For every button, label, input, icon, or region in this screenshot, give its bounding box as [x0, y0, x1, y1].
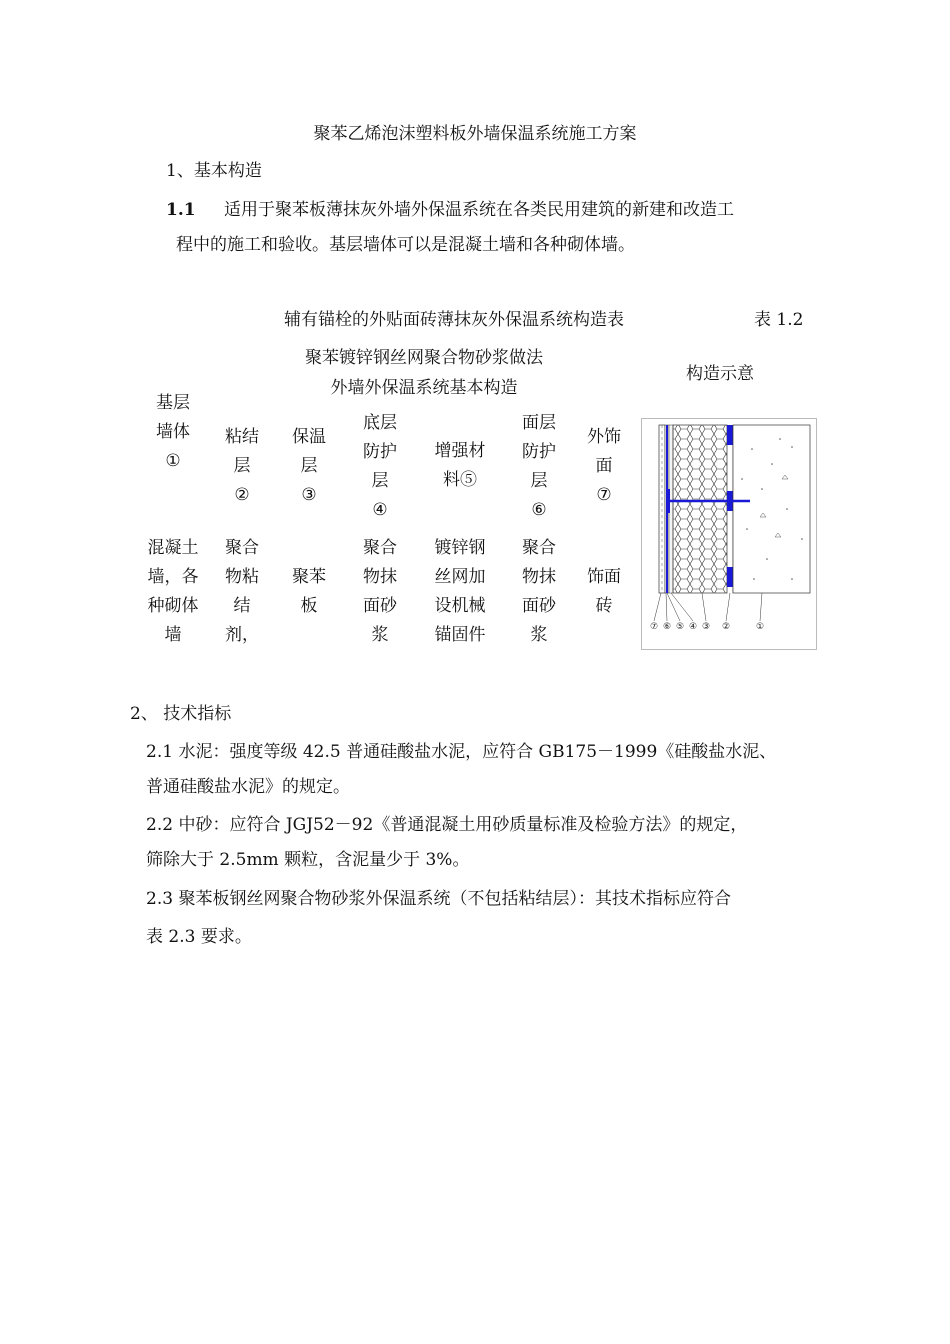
para-2-2-line2: 筛除大于 2.5mm 颗粒，含泥量少于 3%。: [146, 850, 470, 870]
item-text-line1: 适用于聚苯板薄抹灰外墙外保温系统在各类民用建筑的新建和改造工: [224, 200, 734, 220]
diagram-label-5: ⑤: [675, 622, 685, 632]
section2-heading: 2、 技术指标: [130, 704, 232, 724]
construction-diagram: [641, 418, 817, 650]
col-content-base-wall: 混凝土 墙，各 种砌体 墙: [147, 538, 199, 645]
col-header-surface-protect-layer: 面层 防护 层 ⑥: [522, 413, 556, 520]
diagram-label-6: ⑥: [662, 622, 672, 632]
col-header-finish: 外饰 面 ⑦: [587, 427, 621, 505]
group-header-line1: 聚苯镀锌钢丝网聚合物砂浆做法: [305, 348, 543, 368]
col-content-surface-protect-layer: 聚合 物抹 面砂 浆: [522, 538, 556, 645]
col-header-base-wall: 基层 墙体 ①: [156, 393, 190, 471]
col-header-insulation-layer: 保温 层 ③: [292, 427, 326, 505]
col-content-reinforcement: 镀锌钢 丝网加 设机械 锚固件: [434, 538, 486, 645]
item-text-line2: 程中的施工和验收。基层墙体可以是混凝土墙和各种砌体墙。: [176, 235, 635, 255]
table-caption: 辅有锚栓的外贴面砖薄抹灰外保温系统构造表: [284, 310, 624, 330]
col-content-base-protect-layer: 聚合 物抹 面砂 浆: [363, 538, 397, 645]
para-2-2-line1: 2.2 中砂：应符合 JGJ52－92《普通混凝土用砂质量标准及检验方法》的规定，: [146, 815, 748, 835]
table-number: 表 1.2: [754, 310, 804, 330]
diagram-label-1: ①: [755, 622, 765, 632]
diagram-label-7: ⑦: [649, 622, 659, 632]
para-2-3-line1: 2.3 聚苯板钢丝网聚合物砂浆外保温系统（不包括粘结层）：其技术指标应符合: [146, 889, 731, 909]
group-header-line2: 外墙外保温系统基本构造: [330, 378, 518, 398]
page-title: 聚苯乙烯泡沫塑料板外墙保温系统施工方案: [313, 124, 637, 144]
diagram-header: 构造示意: [686, 364, 754, 384]
diagram-label-4: ④: [688, 622, 698, 632]
para-2-1-line1: 2.1 水泥：强度等级 42.5 普通硅酸盐水泥，应符合 GB175－1999《硅酸盐水泥、: [146, 742, 777, 762]
diagram-label-2: ②: [721, 622, 731, 632]
col-content-bond-layer: 聚合 物粘 结 剂，: [225, 538, 259, 645]
adhesive-dab: [727, 567, 733, 587]
col-content-insulation-layer: 聚苯 板: [292, 567, 326, 616]
para-2-1-line2: 普通硅酸盐水泥》的规定。: [146, 777, 350, 797]
para-2-3-line2: 表 2.3 要求。: [146, 927, 252, 947]
section1-heading: 1、基本构造: [166, 161, 262, 181]
adhesive-dab: [727, 425, 733, 445]
col-header-base-protect-layer: 底层 防护 层 ④: [363, 413, 397, 520]
leader-lines: [654, 593, 762, 621]
item-number: 1.1: [166, 200, 196, 220]
wall-section-svg: [642, 419, 816, 649]
col-header-bond-layer: 粘结 层 ②: [225, 427, 259, 505]
insulation-board: [673, 425, 727, 593]
base-wall: [733, 425, 810, 593]
diagram-label-3: ③: [701, 622, 711, 632]
col-content-finish: 饰面 砖: [587, 567, 621, 616]
col-header-reinforcement: 增强材 料⑤: [434, 441, 486, 490]
